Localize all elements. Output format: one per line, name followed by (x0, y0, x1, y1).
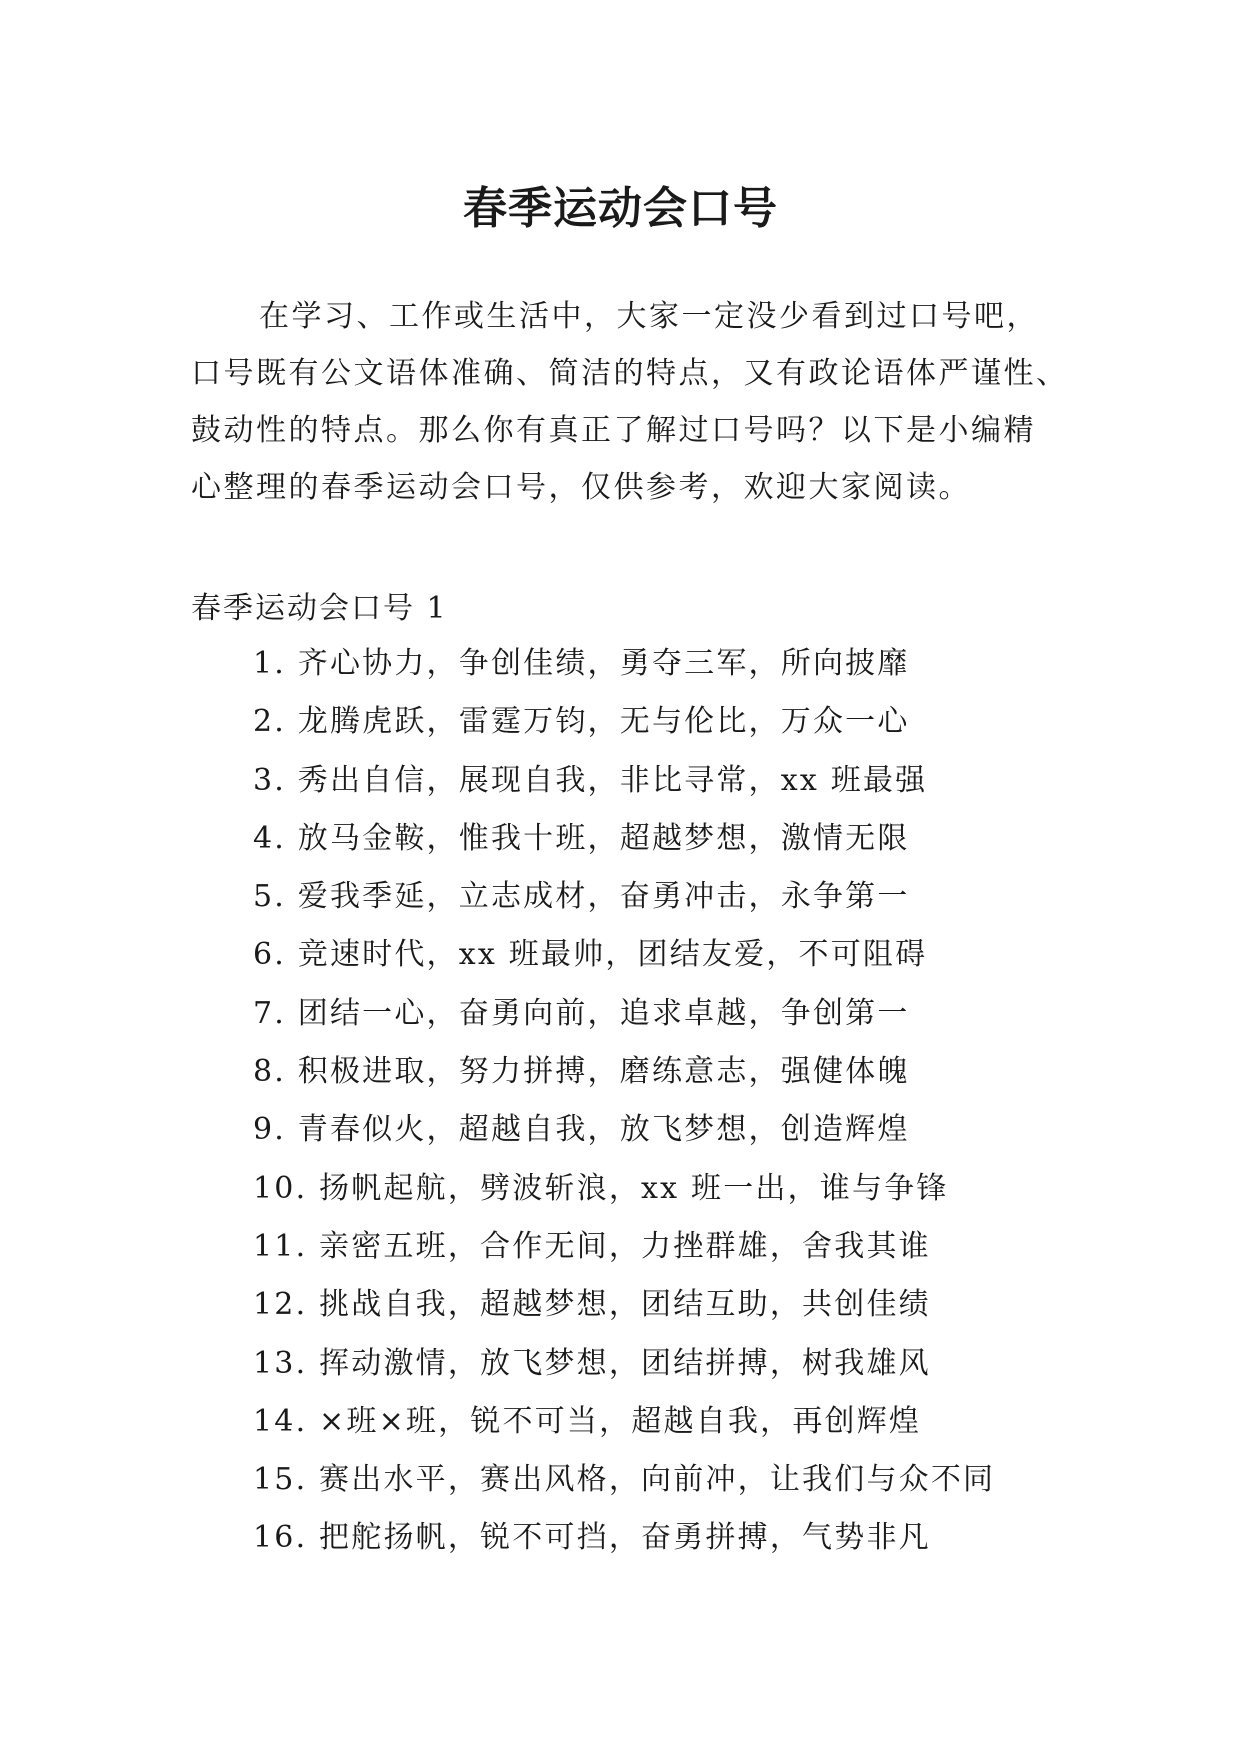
slogan-item: 8. 积极进取，努力拼搏，磨练意志，强健体魄 (253, 1054, 910, 1090)
intro-line: 在学习、工作或生活中，大家一定没少看到过口号吧， (259, 299, 1039, 334)
slogan-item: 10. 扬帆起航，劈波斩浪，xx 班一出，谁与争锋 (253, 1170, 949, 1206)
slogan-item: 1. 齐心协力，争创佳绩，勇夺三军，所向披靡 (253, 646, 910, 681)
slogan-item: 7. 团结一心，奋勇向前，追求卓越，争创第一 (253, 995, 910, 1031)
slogan-item: 3. 秀出自信，展现自我，非比寻常，xx 班最强 (253, 762, 928, 798)
slogan-list (253, 635, 995, 1568)
intro-line: 心整理的春季运动会口号，仅供参考，欢迎大家阅读。 (191, 470, 971, 505)
slogan-item: 2. 龙腾虎跃，雷霆万钧，无与伦比，万众一心 (253, 704, 910, 740)
intro-line: 口号既有公文语体准确、简洁的特点，又有政论语体严谨性、 (191, 356, 1069, 391)
slogan-item: 6. 竞速时代，xx 班最帅，团结友爱，不可阻碍 (253, 937, 928, 973)
slogan-item: 13. 挥动激情，放飞梦想，团结拼搏，树我雄风 (253, 1345, 931, 1381)
intro-paragraph (191, 288, 1071, 516)
slogan-item: 15. 赛出水平，赛出风格，向前冲，让我们与众不同 (253, 1462, 996, 1498)
section-heading: 春季运动会口号 1 (191, 591, 448, 626)
slogan-item: 14. ×班×班，锐不可当，超越自我，再创辉煌 (253, 1403, 922, 1439)
slogan-item: 12. 挑战自我，超越梦想，团结互助，共创佳绩 (253, 1287, 931, 1323)
slogan-item: 9. 青春似火，超越自我，放飞梦想，创造辉煌 (253, 1112, 910, 1148)
intro-line: 鼓动性的特点。那么你有真正了解过口号吗？以下是小编精 (191, 413, 1036, 448)
slogan-item: 11. 亲密五班，合作无间，力挫群雄，舍我其谁 (253, 1228, 931, 1264)
slogan-item: 16. 把舵扬帆，锐不可挡，奋勇拼搏，气势非凡 (253, 1520, 931, 1556)
slogan-item: 4. 放马金鞍，惟我十班，超越梦想，激情无限 (253, 820, 910, 856)
document-title: 春季运动会口号 (463, 183, 778, 235)
slogan-item: 5. 爱我季延，立志成材，奋勇冲击，永争第一 (253, 879, 910, 915)
